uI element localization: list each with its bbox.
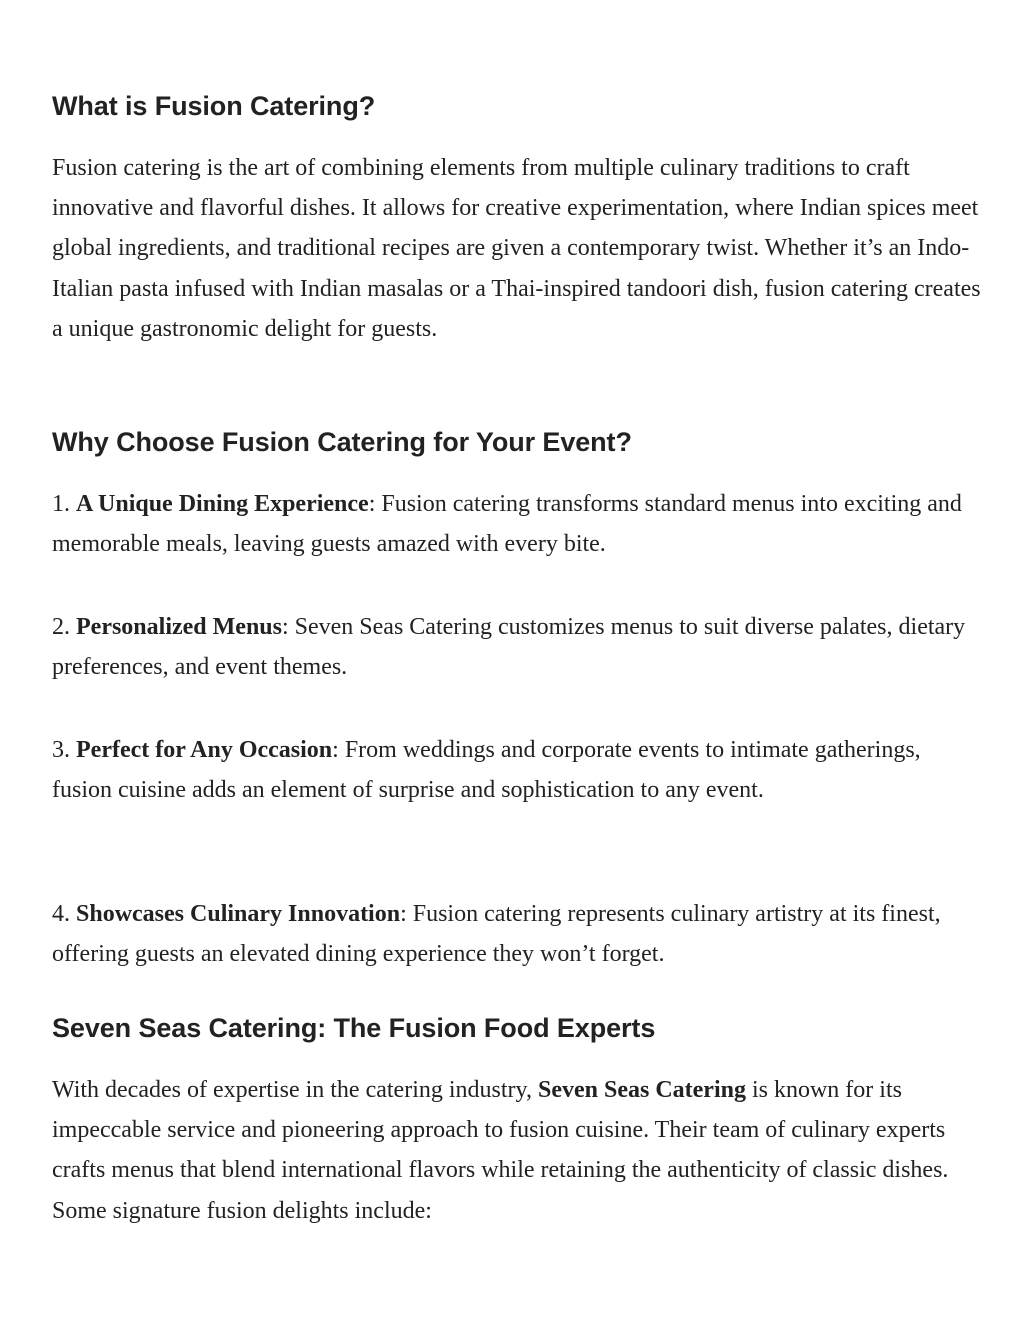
experts-paragraph-intro: With decades of expertise in the catering industry, bbox=[52, 1077, 538, 1103]
list-item-number: 1. bbox=[52, 491, 70, 517]
list-item-text: : Fusion catering transforms standard menus into exciting and memorable meals, leaving guests amazed with every bite. bbox=[52, 491, 962, 558]
list-item-title: Personalized Menus bbox=[76, 614, 282, 640]
list-item-number: 3. bbox=[52, 737, 70, 763]
section-heading-what-is-fusion-catering: What is Fusion Catering? bbox=[52, 91, 376, 121]
list-item-text: : Seven Seas Catering customizes menus to suit diverse palates, dietary preferences, and event themes. bbox=[52, 614, 966, 681]
list-item bbox=[52, 607, 982, 687]
list-item-text: : Fusion catering represents culinary artistry at its finest, offering guests an elevated dining experience they won’t forget. bbox=[52, 901, 941, 968]
brand-name: Seven Seas Catering bbox=[537, 1077, 746, 1103]
section-heading-why-choose: Why Choose Fusion Catering for Your Event? bbox=[52, 427, 632, 457]
list-item bbox=[52, 730, 982, 810]
list-item bbox=[52, 894, 982, 974]
list-item bbox=[52, 484, 982, 564]
intro-paragraph: Fusion catering is the art of combining elements from multiple culinary traditions to craft innovative and flavorful dishes. It allows for creative experimentation, where Indian spices meet global ingredients, and traditional recipes are given a contemporary twist. Whether it’s an Indo-Italian pasta infused with Indian masalas or a Thai-inspired tandoori dish, fusion catering creates a unique gastronomic delight for guests. bbox=[52, 155, 981, 342]
list-item-title: Showcases Culinary Innovation bbox=[76, 901, 401, 927]
list-item-title: Perfect for Any Occasion bbox=[76, 737, 333, 763]
list-item-number: 4. bbox=[52, 901, 70, 927]
list-item-number: 2. bbox=[52, 614, 70, 640]
section-heading-fusion-food-experts: Seven Seas Catering: The Fusion Food Experts bbox=[52, 1013, 656, 1043]
list-item-text: : From weddings and corporate events to intimate gatherings, fusion cuisine adds an element of surprise and sophistication to any event. bbox=[52, 737, 921, 804]
list-item-title: A Unique Dining Experience bbox=[76, 491, 369, 517]
experts-paragraph bbox=[52, 1070, 982, 1231]
experts-paragraph-rest: is known for its impeccable service and pioneering approach to fusion cuisine. Their team of culinary experts crafts menus that blend international flavors while retaining the authenticity of classic dishes. Some signature fusion delights include: bbox=[52, 1077, 949, 1224]
